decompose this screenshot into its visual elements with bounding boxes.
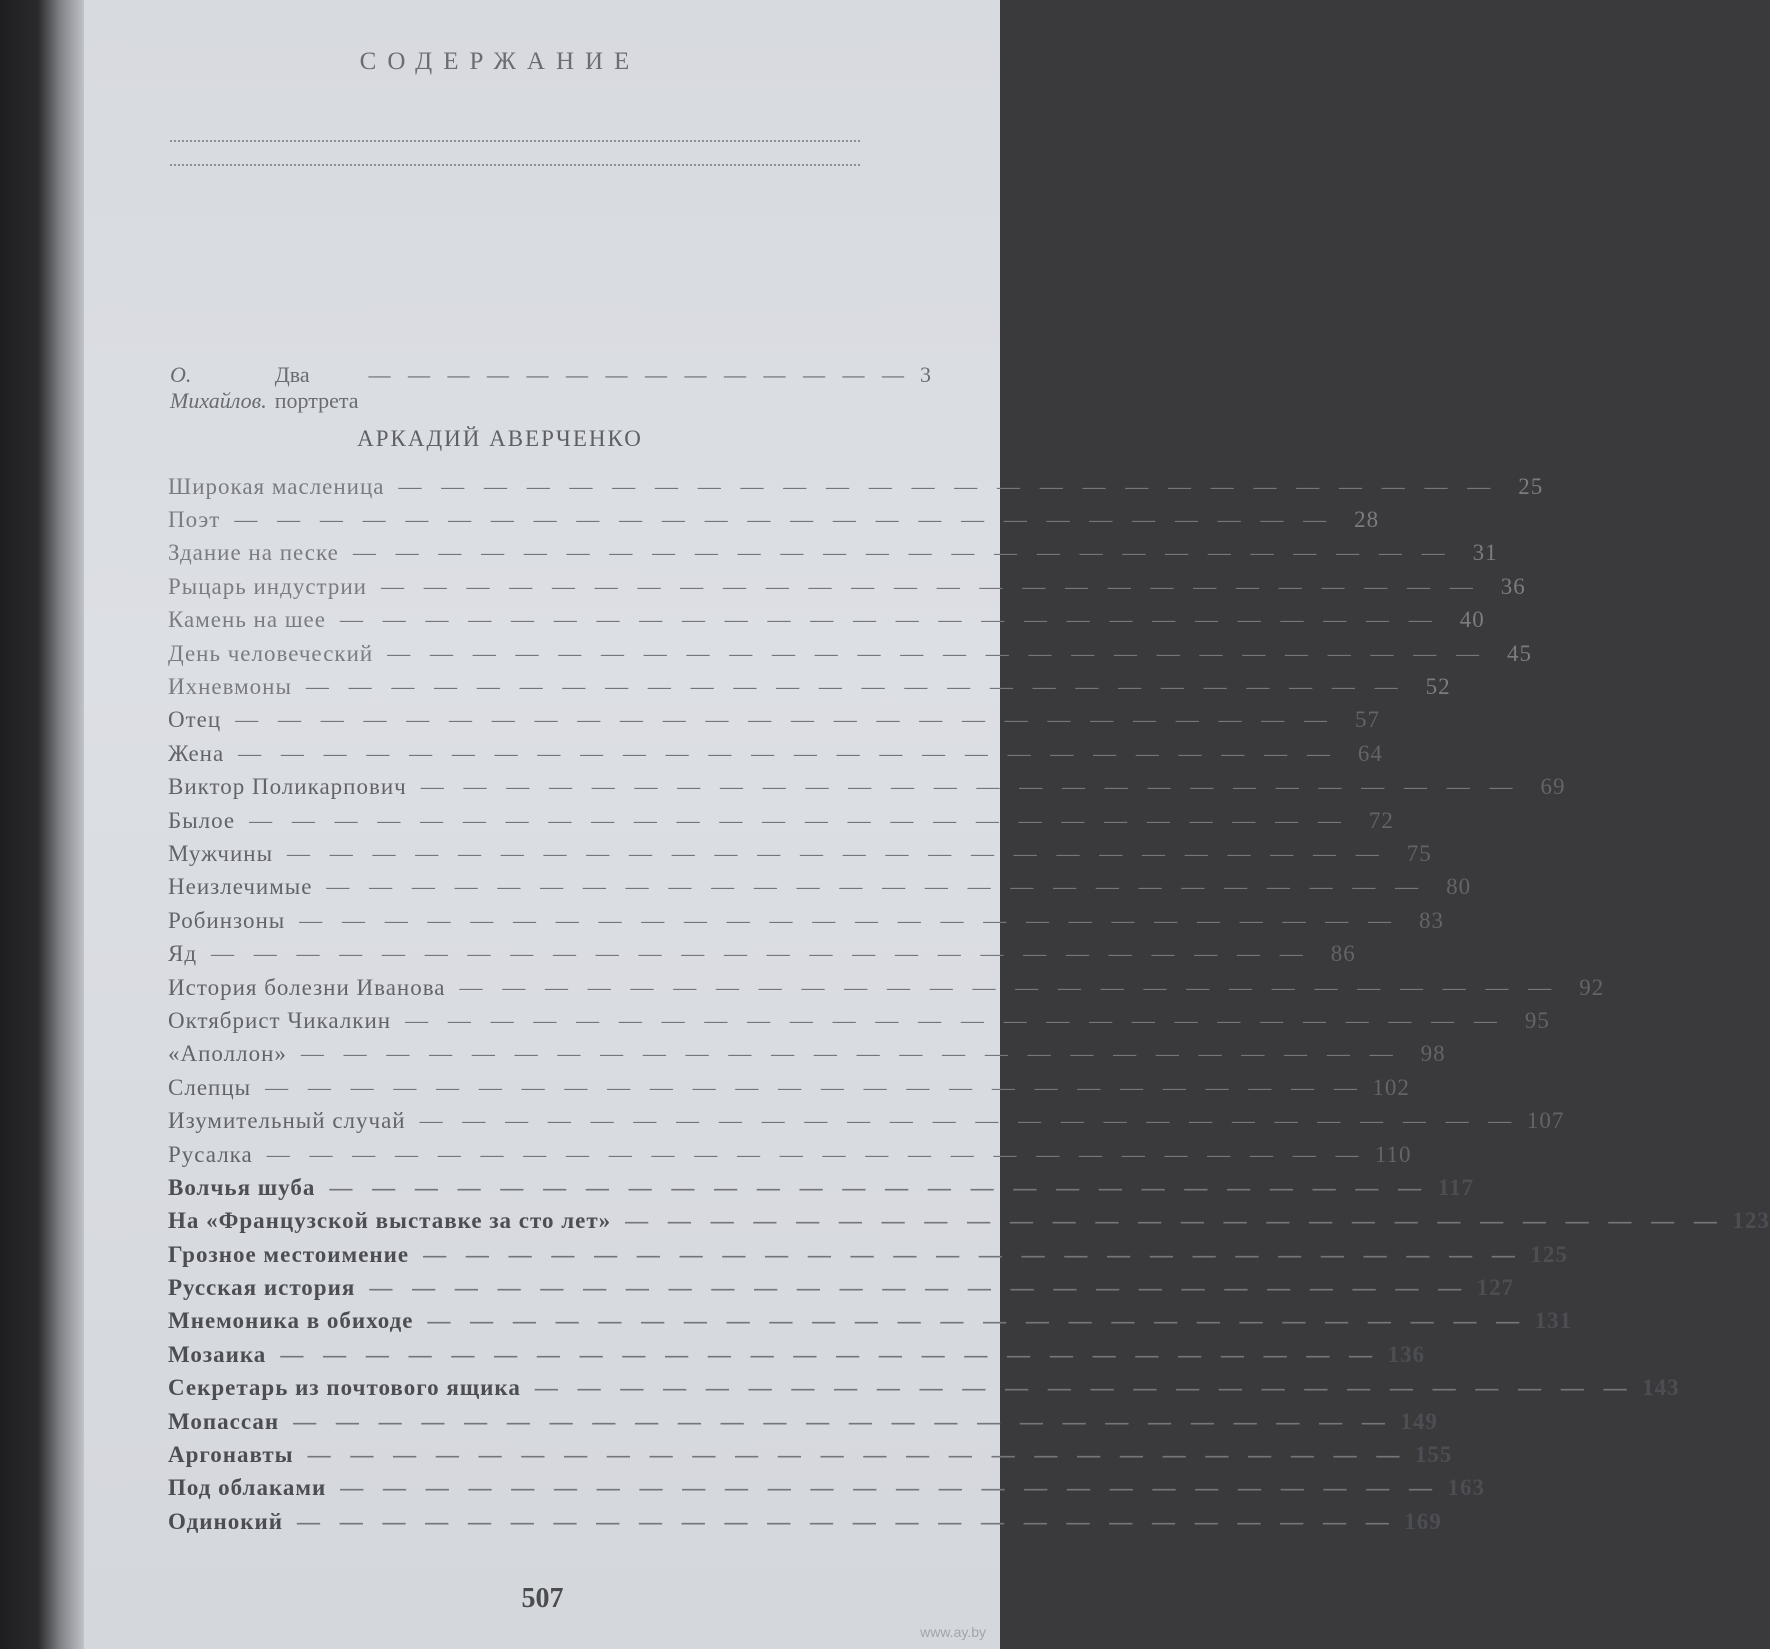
dotted-rule-top bbox=[170, 140, 860, 142]
toc-leader bbox=[301, 1041, 1400, 1067]
toc-entry bbox=[168, 1004, 1550, 1037]
toc-leader bbox=[420, 1108, 1519, 1134]
toc-leader bbox=[387, 641, 1486, 667]
toc-entry-page: 83 bbox=[1419, 907, 1445, 933]
toc-entry-title: Октябрист Чикалкин bbox=[168, 1007, 392, 1033]
toc-entry-page: 45 bbox=[1506, 640, 1532, 666]
toc-entry-title: Мозаика bbox=[168, 1341, 267, 1367]
toc-entry-title: Волчья шуба bbox=[168, 1174, 316, 1200]
toc-entry-title: Аргонавты bbox=[168, 1442, 294, 1468]
toc-entry bbox=[168, 737, 1383, 770]
toc-entry-page: 102 bbox=[1372, 1074, 1410, 1100]
toc-entry-page: 64 bbox=[1357, 740, 1383, 766]
toc-entry-page: 117 bbox=[1437, 1174, 1475, 1200]
toc-entry bbox=[168, 1438, 1453, 1471]
toc-entry-page: 155 bbox=[1414, 1442, 1453, 1468]
toc-leader bbox=[423, 1242, 1522, 1268]
intro-author: О. Михайлов. bbox=[170, 362, 267, 413]
toc-entry-page: 57 bbox=[1354, 707, 1380, 733]
toc-leader bbox=[293, 1409, 1392, 1435]
intro-entry bbox=[170, 362, 931, 413]
toc-entry-title: Яд bbox=[168, 941, 198, 967]
toc-leader bbox=[421, 774, 1520, 800]
toc-entry-page: 40 bbox=[1459, 607, 1485, 633]
toc-entry bbox=[168, 1205, 1770, 1238]
toc-entry bbox=[168, 1271, 1515, 1304]
page-number: 507 bbox=[521, 1583, 564, 1614]
toc-entry-page: 149 bbox=[1400, 1408, 1438, 1434]
book-spine-shadow bbox=[0, 0, 84, 1649]
toc-entry bbox=[168, 503, 1380, 536]
toc-entry-title: На «Французской выставке за сто лет» bbox=[168, 1208, 612, 1234]
toc-entry bbox=[168, 570, 1526, 603]
toc-entry-title: Русская история bbox=[168, 1275, 356, 1301]
section-title: АРКАДИЙ АВЕРЧЕНКО bbox=[357, 426, 643, 451]
toc-entry bbox=[168, 1104, 1565, 1137]
toc-entry-title: Мужчины bbox=[168, 840, 274, 866]
toc-entry-title: Секретарь из почтового ящика bbox=[168, 1375, 521, 1401]
toc-entry bbox=[168, 1071, 1410, 1104]
toc-leader bbox=[340, 1475, 1439, 1501]
toc-leader bbox=[235, 707, 1334, 733]
toc-leader bbox=[329, 1175, 1428, 1201]
toc-entry bbox=[168, 1171, 1475, 1204]
toc-leader bbox=[306, 674, 1405, 700]
toc-entry-title: Мопассан bbox=[168, 1408, 280, 1434]
intro-leader: — — — — — — — — — — — — — — bbox=[368, 362, 910, 387]
toc-list bbox=[168, 470, 1770, 1539]
toc-leader bbox=[427, 1308, 1526, 1334]
toc-leader bbox=[535, 1375, 1634, 1401]
dotted-rule-bottom bbox=[170, 164, 860, 166]
toc-entry-title: Мнемоника в обиходе bbox=[168, 1308, 414, 1334]
toc-entry-title: Изумительный случай bbox=[168, 1108, 406, 1134]
toc-entry-page: 131 bbox=[1534, 1308, 1573, 1334]
toc-entry bbox=[168, 904, 1445, 937]
toc-leader bbox=[265, 1075, 1364, 1101]
toc-entry-page: 25 bbox=[1518, 473, 1544, 499]
toc-entry-title: День человеческий bbox=[168, 640, 374, 666]
toc-entry bbox=[168, 1405, 1438, 1438]
toc-entry-title: Ихневмоны bbox=[168, 674, 292, 700]
toc-entry-page: 136 bbox=[1387, 1341, 1426, 1367]
page-title: СОДЕРЖАНИЕ bbox=[359, 48, 641, 75]
toc-leader bbox=[405, 1008, 1504, 1034]
toc-entry-title: «Аполлон» bbox=[168, 1041, 287, 1067]
toc-entry bbox=[168, 1038, 1446, 1071]
toc-leader bbox=[353, 540, 1452, 566]
toc-entry-title: Поэт bbox=[168, 507, 221, 533]
toc-entry-page: 92 bbox=[1579, 974, 1605, 1000]
toc-entry-page: 98 bbox=[1420, 1041, 1446, 1067]
toc-entry-page: 107 bbox=[1526, 1108, 1565, 1134]
toc-entry-page: 69 bbox=[1540, 774, 1566, 800]
toc-entry-page: 31 bbox=[1472, 540, 1498, 566]
toc-entry-page: 123 bbox=[1732, 1208, 1770, 1234]
toc-leader bbox=[280, 1342, 1379, 1368]
toc-entry bbox=[168, 704, 1380, 737]
toc-entry-title: Камень на шее bbox=[168, 607, 326, 633]
toc-entry bbox=[168, 937, 1356, 970]
toc-entry-title: Робинзоны bbox=[168, 907, 286, 933]
toc-leader bbox=[369, 1275, 1468, 1301]
toc-entry-page: 163 bbox=[1447, 1475, 1486, 1501]
intro-title: Два портрета bbox=[274, 362, 359, 413]
toc-leader bbox=[249, 808, 1348, 834]
toc-leader bbox=[381, 574, 1480, 600]
toc-leader bbox=[326, 874, 1425, 900]
toc-entry-page: 72 bbox=[1368, 807, 1394, 833]
toc-entry-title: Под облаками bbox=[168, 1475, 327, 1501]
toc-leader bbox=[211, 941, 1310, 967]
toc-entry-page: 110 bbox=[1374, 1141, 1412, 1167]
toc-entry bbox=[168, 771, 1566, 804]
toc-leader bbox=[267, 1142, 1366, 1168]
toc-entry-title: Одинокий bbox=[168, 1508, 283, 1534]
toc-entry-page: 75 bbox=[1406, 840, 1432, 866]
toc-leader bbox=[625, 1208, 1724, 1234]
toc-leader bbox=[234, 507, 1333, 533]
toc-entry bbox=[168, 604, 1485, 637]
toc-leader bbox=[287, 841, 1386, 867]
toc-leader bbox=[459, 975, 1558, 1001]
toc-entry-page: 28 bbox=[1354, 507, 1380, 533]
toc-entry bbox=[168, 637, 1532, 670]
toc-entry bbox=[168, 470, 1544, 503]
toc-entry-title: Широкая масленица bbox=[168, 473, 385, 499]
toc-entry-title: Слепцы bbox=[168, 1074, 252, 1100]
toc-entry bbox=[168, 804, 1394, 837]
toc-entry-page: 143 bbox=[1642, 1375, 1680, 1401]
toc-entry bbox=[168, 537, 1498, 570]
toc-entry-title: Здание на песке bbox=[168, 540, 339, 566]
toc-entry bbox=[168, 1338, 1426, 1371]
toc-entry-title: Отец bbox=[168, 707, 222, 733]
toc-entry bbox=[168, 871, 1472, 904]
toc-entry-title: Грозное местоимение bbox=[168, 1241, 410, 1267]
toc-entry-page: 86 bbox=[1330, 941, 1356, 967]
toc-entry-page: 52 bbox=[1425, 674, 1451, 700]
toc-entry-title: История болезни Иванова bbox=[168, 974, 446, 1000]
toc-entry bbox=[168, 1138, 1412, 1171]
toc-entry bbox=[168, 1505, 1442, 1538]
toc-leader bbox=[308, 1442, 1407, 1468]
toc-entry bbox=[168, 670, 1451, 703]
toc-entry-page: 95 bbox=[1524, 1007, 1550, 1033]
watermark-text: www.ay.by bbox=[920, 1624, 986, 1640]
toc-entry-title: Былое bbox=[168, 807, 236, 833]
toc-entry bbox=[168, 837, 1432, 870]
toc-entry-page: 127 bbox=[1476, 1275, 1515, 1301]
toc-entry bbox=[168, 1472, 1486, 1505]
toc-leader bbox=[238, 741, 1337, 767]
toc-entry-page: 125 bbox=[1530, 1241, 1568, 1267]
toc-entry bbox=[168, 1305, 1573, 1338]
toc-entry bbox=[168, 971, 1605, 1004]
toc-entry bbox=[168, 1238, 1568, 1271]
toc-leader bbox=[297, 1509, 1396, 1535]
toc-entry bbox=[168, 1372, 1680, 1405]
toc-entry-title: Неизлечимые bbox=[168, 874, 313, 900]
toc-entry-page: 36 bbox=[1500, 573, 1526, 599]
toc-entry-page: 169 bbox=[1404, 1508, 1442, 1534]
toc-entry-title: Жена bbox=[168, 740, 225, 766]
toc-leader bbox=[399, 474, 1498, 500]
toc-leader bbox=[340, 607, 1439, 633]
toc-entry-page: 80 bbox=[1446, 874, 1472, 900]
toc-entry-title: Виктор Поликарпович bbox=[168, 774, 407, 800]
toc-entry-title: Рыцарь индустрии bbox=[168, 573, 367, 599]
toc-leader bbox=[299, 908, 1398, 934]
intro-page: 3 bbox=[920, 362, 931, 387]
toc-entry-title: Русалка bbox=[168, 1141, 253, 1167]
